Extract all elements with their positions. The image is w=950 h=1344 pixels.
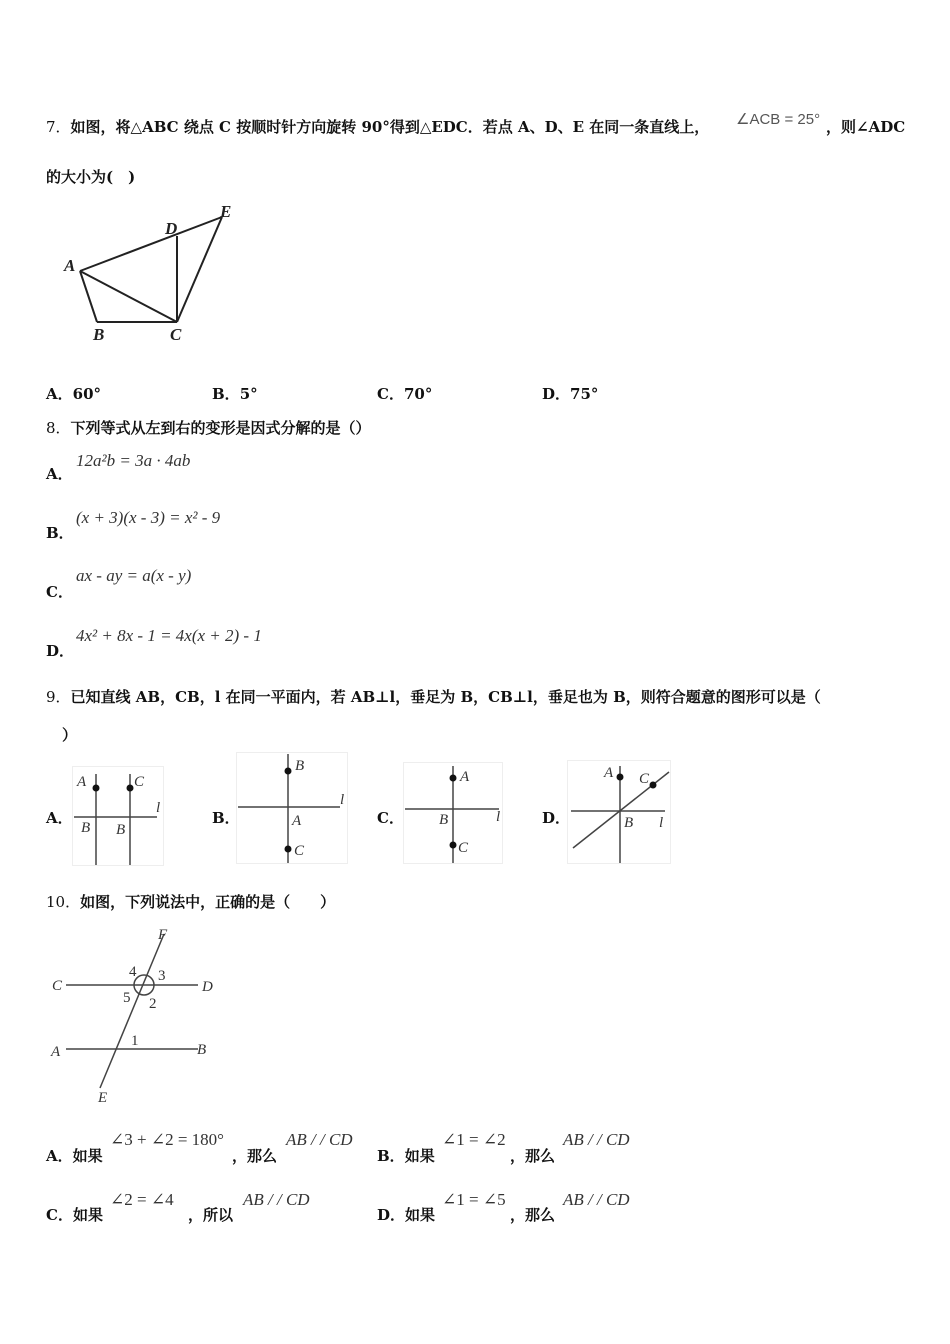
q9c-label-c: C	[458, 840, 469, 856]
q10-option-d-concl: AB / / CD	[563, 1190, 630, 1209]
q8-number: 8．	[46, 419, 71, 437]
q10-number: 10．	[46, 893, 81, 911]
q8-option-d-expr: 4x² + 8x - 1 = 4x(x + 2) - 1	[76, 626, 262, 645]
q9-line1	[46, 686, 821, 707]
q7-text-part1: 如图，将△ABC 绕点 C 按顺时针方向旋转 90°得到△EDC．若点 A、D、E 在同一条直线上，	[70, 118, 710, 136]
q9-option-b-figure	[236, 752, 348, 864]
q10-option-a: A．如果	[46, 1147, 103, 1165]
q8-option-c-key: C．	[46, 583, 73, 601]
q9d-label-c: C	[639, 771, 650, 787]
q10-option-d: D．如果	[377, 1206, 436, 1224]
q9-text-line2: ）	[62, 726, 78, 744]
q10-option-b-concl: AB / / CD	[563, 1130, 630, 1149]
q10-option-c-then: ，所以	[188, 1206, 234, 1224]
q10-label-e: E	[98, 1090, 108, 1106]
q9a-label-c: C	[134, 774, 145, 790]
q9b-label-b: B	[295, 758, 305, 774]
q7-label-e: E	[220, 202, 232, 221]
q7-option-b: B．5°	[212, 385, 258, 403]
q10-label-c: C	[52, 978, 63, 994]
q8-text: 下列等式从左到右的变形是因式分解的是（）	[70, 419, 371, 437]
q9a-label-b1: B	[81, 820, 91, 836]
q10-option-d-then: ，那么	[510, 1206, 556, 1224]
q7-line1	[46, 116, 709, 137]
q10-figure	[46, 922, 236, 1108]
q9b-label-c: C	[294, 843, 305, 859]
q7-angle-expr: ∠ACB = 25°	[736, 111, 821, 128]
q10-angle-1: 1	[131, 1033, 139, 1049]
q10-option-a-cond: ∠3 + ∠2 = 180°	[110, 1130, 224, 1149]
q8-option-c-expr: ax - ay = a(x - y)	[76, 566, 192, 585]
q7-label-c: C	[170, 325, 182, 344]
q7-option-c: C．70°	[377, 385, 433, 403]
q9a-label-a: A	[77, 774, 87, 790]
q9-text-line1: 已知直线 AB，CB，l 在同一平面内，若 AB⊥l，垂足为 B，CB⊥l，垂足也为 B，则符合题意的图形可以是（	[70, 688, 821, 706]
q10-text: 如图，下列说法中，正确的是（ ）	[80, 893, 336, 911]
q9b-label-l: l	[340, 792, 345, 808]
q7-text-part2: ，则∠ADC	[826, 118, 906, 136]
q7-text-line2: 的大小为( )	[46, 168, 136, 186]
q10-angle-4: 4	[129, 964, 137, 980]
q8-option-b-expr: (x + 3)(x - 3) = x² - 9	[76, 508, 221, 527]
q7-label-a: A	[64, 256, 76, 275]
q10-angle-5: 5	[123, 990, 131, 1006]
q9c-label-l: l	[496, 809, 501, 825]
q8-option-d-key: D．	[46, 642, 75, 660]
q9d-label-l: l	[659, 815, 664, 831]
q9-option-d-key: D．	[542, 809, 571, 827]
q8-option-a-expr: 12a²b = 3a · 4ab	[76, 451, 191, 470]
q10-label-b: B	[197, 1042, 207, 1058]
q9a-label-l: l	[156, 800, 161, 816]
q10-option-d-cond: ∠1 = ∠5	[442, 1190, 506, 1209]
q7-option-d: D．75°	[542, 385, 599, 403]
q9a-label-b2: B	[116, 822, 126, 838]
q10-option-c: C．如果	[46, 1206, 103, 1224]
q9-number: 9．	[46, 688, 71, 706]
q8-option-b-key: B．	[46, 524, 74, 542]
q10-line	[46, 891, 335, 912]
q10-option-a-then: ，那么	[232, 1147, 278, 1165]
q7-figure	[55, 195, 255, 350]
q9-option-c-key: C．	[377, 809, 404, 827]
q7-number: 7．	[46, 118, 71, 136]
q10-label-d: D	[202, 979, 213, 995]
q7-label-d: D	[165, 219, 178, 238]
q10-angle-3: 3	[158, 968, 166, 984]
q10-option-b-cond: ∠1 = ∠2	[442, 1130, 506, 1149]
q9-option-a-key: A．	[46, 809, 73, 827]
q9-option-d-figure	[567, 760, 671, 864]
q10-angle-2: 2	[149, 996, 157, 1012]
q9-option-a-figure	[72, 766, 164, 866]
q8-line	[46, 417, 371, 438]
q9c-label-a: A	[460, 769, 470, 785]
q7-option-a: A．60°	[46, 385, 102, 403]
q10-label-a: A	[51, 1044, 61, 1060]
q9d-label-b: B	[624, 815, 634, 831]
q8-option-a-key: A．	[46, 465, 73, 483]
q10-option-b: B．如果	[377, 1147, 435, 1165]
q10-option-b-then: ，那么	[510, 1147, 556, 1165]
q10-label-f: F	[158, 927, 168, 943]
q9c-label-b: B	[439, 812, 449, 828]
q10-option-a-concl: AB / / CD	[286, 1130, 353, 1149]
q9d-label-a: A	[604, 765, 614, 781]
q9-option-c-figure	[403, 762, 503, 864]
q7-label-b: B	[93, 325, 105, 344]
q9b-label-a: A	[292, 813, 302, 829]
q10-option-c-cond: ∠2 = ∠4	[110, 1190, 174, 1209]
q10-option-c-concl: AB / / CD	[243, 1190, 310, 1209]
q9-option-b-key: B．	[212, 809, 240, 827]
